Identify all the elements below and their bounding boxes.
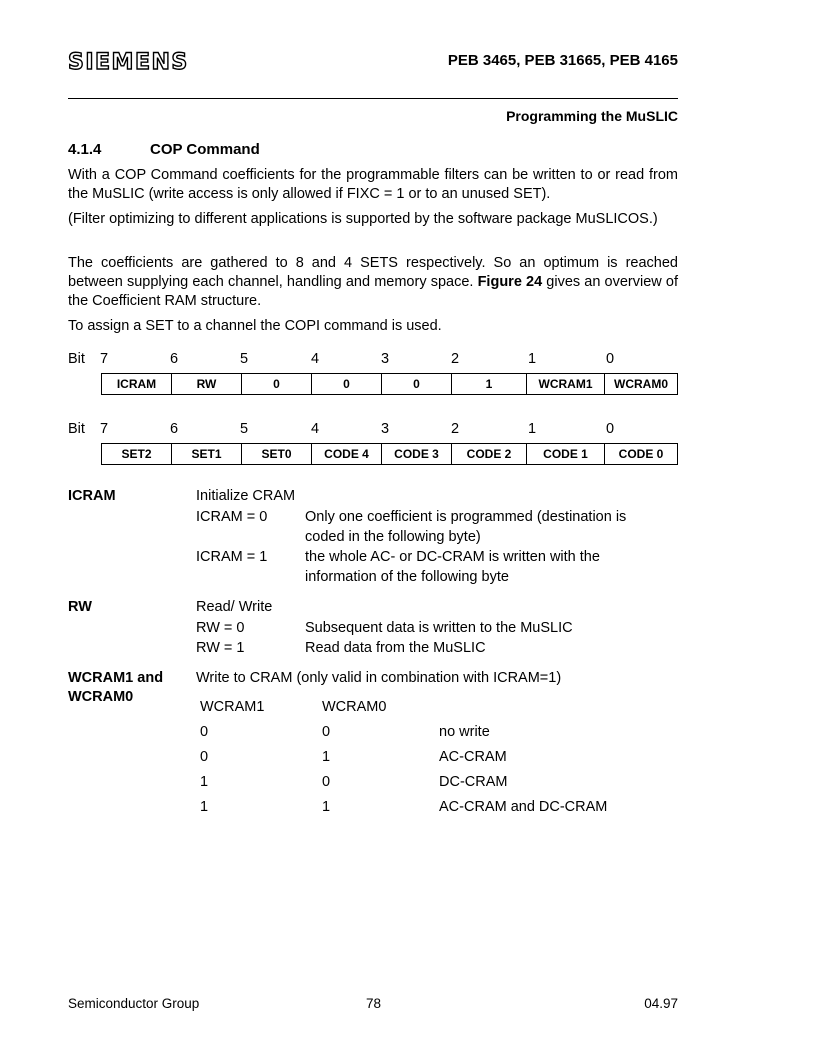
icram-option-key: ICRAM = 1 bbox=[196, 549, 268, 565]
bit-number: 3 bbox=[381, 351, 390, 367]
footer-date: 04.97 bbox=[644, 996, 678, 1011]
bit-number: 1 bbox=[528, 421, 537, 437]
bit-number: 1 bbox=[528, 351, 537, 367]
wcram-row-value: 0 bbox=[200, 724, 209, 740]
register-table-2 bbox=[101, 443, 678, 465]
bit-number: 6 bbox=[170, 421, 179, 437]
register-cell: CODE 2 bbox=[452, 444, 527, 465]
wcram-column-header: WCRAM1 bbox=[200, 699, 265, 715]
bit-number: 6 bbox=[170, 351, 179, 367]
paragraph-3-text-b: gives an overview of the Coefficient RAM structure. bbox=[68, 274, 678, 309]
bit-number: 7 bbox=[100, 421, 109, 437]
bit-number: 0 bbox=[606, 351, 615, 367]
rw-option-text: Read data from the MuSLIC bbox=[305, 640, 486, 656]
term-icram: ICRAM bbox=[68, 488, 116, 504]
wcram-row-value: 0 bbox=[322, 724, 331, 740]
bit-number: 4 bbox=[311, 351, 320, 367]
register-cell: CODE 0 bbox=[605, 444, 678, 465]
header-divider bbox=[68, 98, 678, 99]
icram-option-text: Only one coefficient is programmed (destination is coded in the following byte) bbox=[305, 509, 627, 545]
bit-number: 5 bbox=[240, 351, 249, 367]
register-cell: SET1 bbox=[172, 444, 242, 465]
bit-number: 5 bbox=[240, 421, 249, 437]
bit-number: 4 bbox=[311, 421, 320, 437]
bit-number: 2 bbox=[451, 421, 460, 437]
section-title: COP Command bbox=[150, 141, 260, 158]
register-cell: 1 bbox=[452, 374, 527, 395]
rw-option-key: RW = 0 bbox=[196, 620, 245, 636]
section-header: Programming the MuSLIC bbox=[506, 108, 678, 124]
bit-number: 0 bbox=[606, 421, 615, 437]
wcram-row-value: 1 bbox=[200, 774, 209, 790]
icram-option-key: ICRAM = 0 bbox=[196, 509, 268, 525]
register-cell: ICRAM bbox=[102, 374, 172, 395]
page-number: 78 bbox=[366, 996, 382, 1011]
section-number: 4.1.4 bbox=[68, 141, 102, 158]
register-cell: 0 bbox=[312, 374, 382, 395]
register-cell: WCRAM0 bbox=[605, 374, 678, 395]
register-cell: CODE 4 bbox=[312, 444, 382, 465]
icram-option-text: the whole AC- or DC-CRAM is written with the information of the following byte bbox=[305, 549, 600, 585]
register-cell: 0 bbox=[382, 374, 452, 395]
paragraph-4: To assign a SET to a channel the COPI command is used. bbox=[68, 318, 442, 334]
wcram-row-value: 1 bbox=[322, 749, 331, 765]
bit-number-row bbox=[68, 351, 680, 367]
wcram-row-meaning: AC-CRAM and DC-CRAM bbox=[439, 799, 608, 815]
register-cell: RW bbox=[172, 374, 242, 395]
term-wcram-line: WCRAM1 and bbox=[68, 670, 164, 686]
bit-number: 2 bbox=[451, 351, 460, 367]
paragraph-3 bbox=[68, 254, 678, 311]
term-wcram bbox=[68, 669, 163, 707]
icram-title: Initialize CRAM bbox=[196, 488, 296, 504]
bit-number: 7 bbox=[100, 351, 109, 367]
register-cell: CODE 1 bbox=[527, 444, 605, 465]
term-wcram-line: WCRAM0 bbox=[68, 689, 134, 705]
wcram-column-header: WCRAM0 bbox=[322, 699, 387, 715]
wcram-row-meaning: no write bbox=[439, 724, 490, 740]
register-cell: CODE 3 bbox=[382, 444, 452, 465]
register-cell: SET0 bbox=[242, 444, 312, 465]
bit-label: Bit bbox=[68, 421, 85, 437]
wcram-row-meaning: DC-CRAM bbox=[439, 774, 508, 790]
register-cell: 0 bbox=[242, 374, 312, 395]
rw-option-text: Subsequent data is written to the MuSLIC bbox=[305, 620, 573, 636]
siemens-logo: SIEMENS bbox=[68, 50, 189, 75]
paragraph-1: With a COP Command coefficients for the programmable filters can be written to or read from the MuSLIC (write access is only allowed if FIXC = 1 or to an unused SET). bbox=[68, 167, 678, 202]
paragraph-3-text-a: The coefficients are gathered to 8 and 4 SETS respectively. So an optimum is reached between supplying each channel, handling and memory space. bbox=[68, 255, 678, 290]
register-table-1 bbox=[101, 373, 678, 395]
register-cell: WCRAM1 bbox=[527, 374, 605, 395]
bit-number: 3 bbox=[381, 421, 390, 437]
wcram-row-meaning: AC-CRAM bbox=[439, 749, 507, 765]
wcram-row-value: 1 bbox=[322, 799, 331, 815]
footer-company: Semiconductor Group bbox=[68, 996, 200, 1011]
wcram-title: Write to CRAM (only valid in combination with ICRAM=1) bbox=[196, 670, 562, 686]
rw-option-key: RW = 1 bbox=[196, 640, 245, 656]
wcram-row-value: 1 bbox=[200, 799, 209, 815]
paragraph-2: (Filter optimizing to different applications is supported by the software package MuSLICOS.) bbox=[68, 211, 658, 227]
product-ids: PEB 3465, PEB 31665, PEB 4165 bbox=[447, 52, 678, 69]
rw-title: Read/ Write bbox=[196, 599, 273, 615]
bit-number-row bbox=[68, 421, 680, 437]
wcram-row-value: 0 bbox=[200, 749, 209, 765]
wcram-row-value: 0 bbox=[322, 774, 331, 790]
bit-label: Bit bbox=[68, 351, 85, 367]
figure-reference: Figure 24 bbox=[477, 274, 543, 290]
register-cell: SET2 bbox=[102, 444, 172, 465]
term-rw: RW bbox=[68, 599, 92, 615]
